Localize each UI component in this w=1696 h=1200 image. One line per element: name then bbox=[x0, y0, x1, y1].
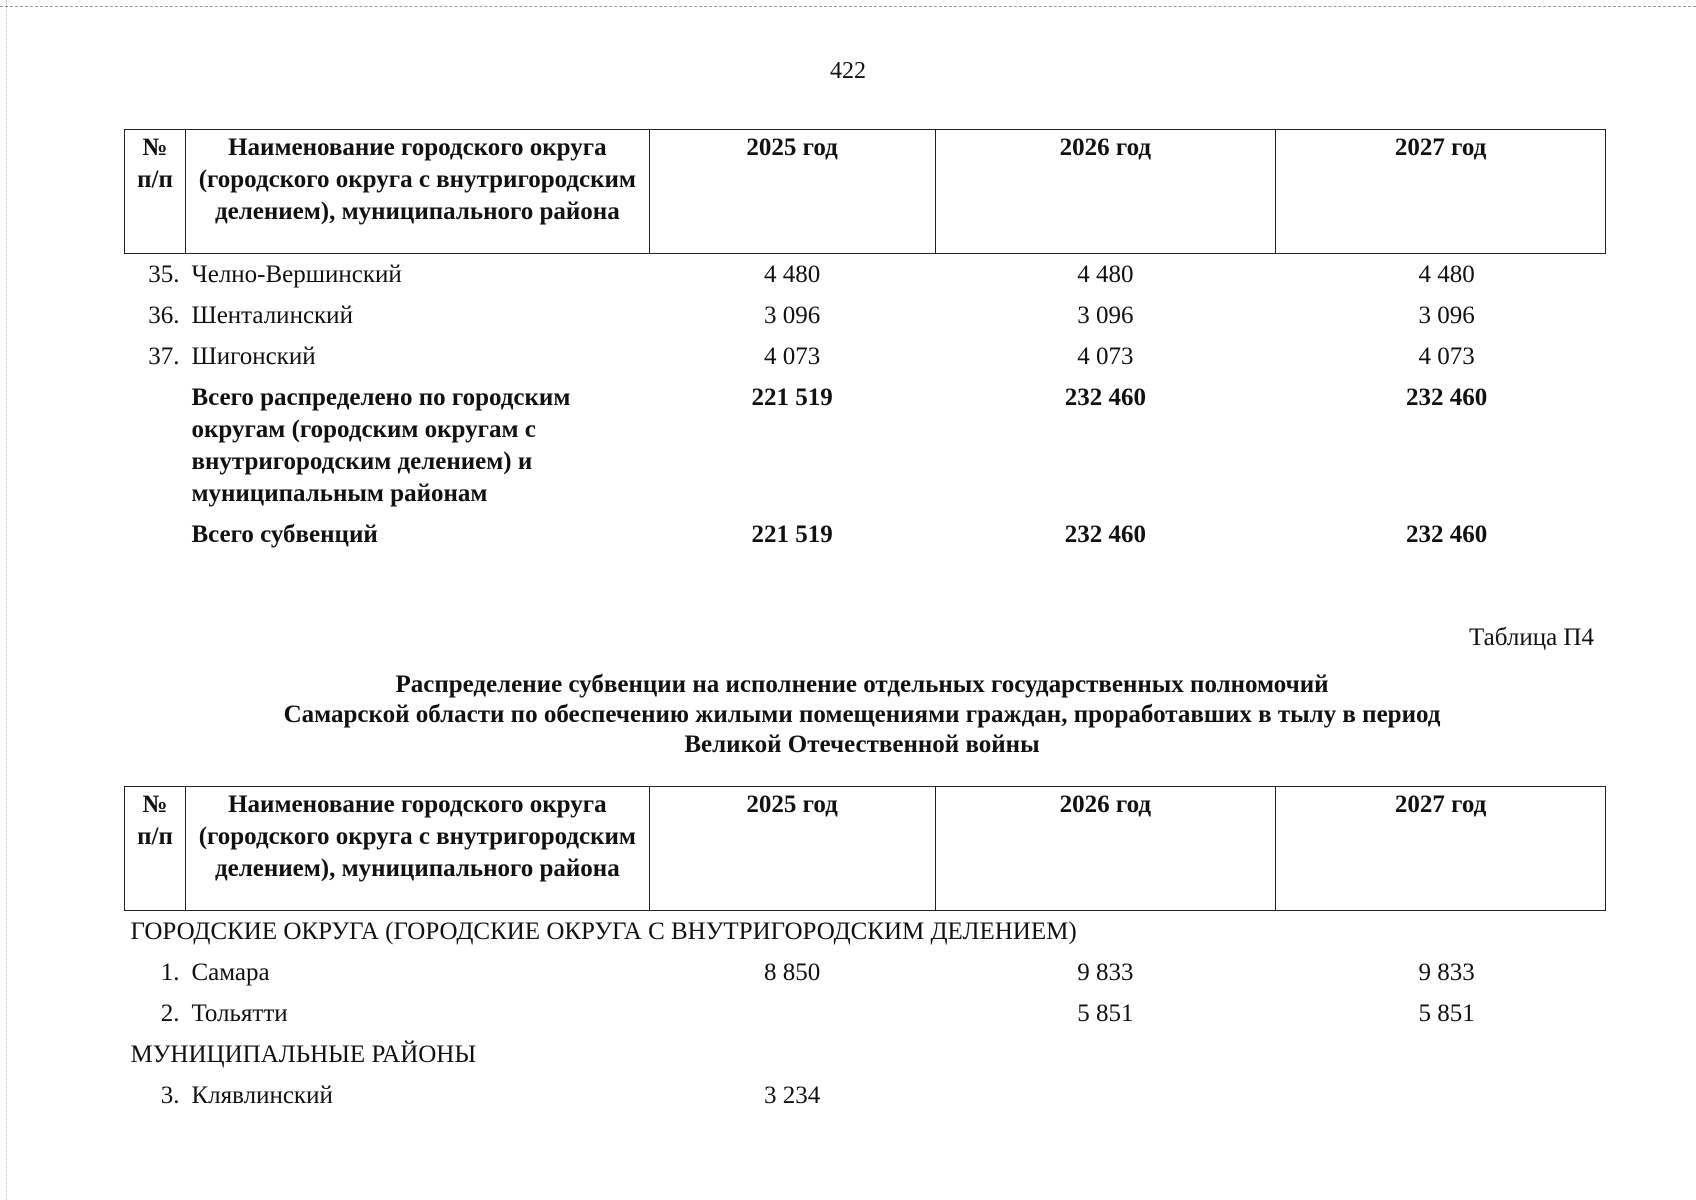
value-2027: 3 096 bbox=[1418, 302, 1475, 329]
table-row bbox=[125, 295, 1606, 336]
title-line: Великой Отечественной войны bbox=[684, 731, 1040, 758]
row-name: Клявлинский bbox=[191, 1082, 333, 1109]
value-2025 bbox=[649, 993, 935, 1034]
header-num: № п/п bbox=[125, 130, 186, 254]
scan-edge-top bbox=[0, 6, 1696, 7]
table-row bbox=[125, 952, 1606, 993]
value-2026: 4 073 bbox=[1077, 343, 1134, 370]
row-num bbox=[125, 514, 186, 555]
section-municipal: МУНИЦИПАЛЬНЫЕ РАЙОНЫ bbox=[130, 1041, 477, 1068]
top-table-header bbox=[125, 130, 1606, 254]
row-name: Самара bbox=[191, 959, 270, 986]
header-2027: 2027 год bbox=[1276, 787, 1606, 911]
header-2025: 2025 год bbox=[649, 787, 935, 911]
section-urban: ГОРОДСКИЕ ОКРУГА (ГОРОДСКИЕ ОКРУГА С ВНУТРИГОРОДСКИМ ДЕЛЕНИЕМ) bbox=[130, 918, 1077, 945]
table-row bbox=[125, 993, 1606, 1034]
value-2027 bbox=[1276, 1075, 1606, 1116]
header-2025: 2025 год bbox=[649, 130, 935, 254]
row-num: 1. bbox=[160, 959, 180, 986]
section-row bbox=[125, 911, 1606, 953]
row-name: Челно-Вершинский bbox=[191, 261, 402, 288]
table-title bbox=[0, 670, 1696, 760]
section-row bbox=[125, 1034, 1606, 1075]
value-2027: 4 480 bbox=[1418, 261, 1475, 288]
bottom-table-header bbox=[125, 787, 1606, 911]
total-subventions-2025: 221 519 bbox=[751, 521, 833, 548]
row-name: Шенталинский bbox=[191, 302, 353, 329]
title-line: Самарской области по обеспечению жилыми помещениями граждан, проработавших в тылу в период bbox=[283, 701, 1441, 728]
row-name: Тольятти bbox=[191, 1000, 288, 1027]
table-id: Таблица П4 bbox=[1469, 624, 1594, 651]
value-2027: 4 073 bbox=[1418, 343, 1475, 370]
row-num: 36. bbox=[148, 302, 180, 329]
total-subventions-2026: 232 460 bbox=[1064, 521, 1146, 548]
header-name: Наименование городского округа (городского округа с внутригородским делением), муниципального района bbox=[185, 130, 649, 254]
header-num: № п/п bbox=[125, 787, 186, 911]
value-2025: 3 096 bbox=[763, 302, 821, 329]
total-subventions-label: Всего субвенций bbox=[191, 521, 378, 548]
value-2026: 3 096 bbox=[1077, 302, 1134, 329]
scan-edge-left bbox=[6, 0, 7, 1200]
row-num: 2. bbox=[160, 1000, 180, 1027]
page-number: 422 bbox=[830, 58, 866, 84]
value-2025: 4 073 bbox=[763, 343, 821, 370]
header-2027: 2027 год bbox=[1276, 130, 1606, 254]
header-2026: 2026 год bbox=[935, 787, 1276, 911]
row-num: 35. bbox=[148, 261, 180, 288]
table-row bbox=[125, 336, 1606, 377]
header-name: Наименование городского округа (городского округа с внутригородским делением), муниципального района bbox=[185, 787, 649, 911]
row-num: 3. bbox=[160, 1082, 180, 1109]
total-distributed-row bbox=[125, 377, 1606, 514]
total-subventions-2027: 232 460 bbox=[1405, 521, 1488, 548]
value-2027: 5 851 bbox=[1418, 1000, 1475, 1027]
top-table bbox=[124, 129, 1606, 555]
value-2026: 5 851 bbox=[1077, 1000, 1134, 1027]
row-num: 37. bbox=[148, 343, 180, 370]
row-num bbox=[125, 377, 186, 514]
value-2026: 4 480 bbox=[1077, 261, 1134, 288]
bottom-table bbox=[124, 786, 1606, 1116]
value-2025: 4 480 bbox=[763, 261, 821, 288]
total-distributed-label: Всего распределено по городским округам (городским округам с внутригородским делением) и муниципальным районам bbox=[191, 384, 571, 507]
row-name: Шигонский bbox=[191, 343, 316, 370]
total-subventions-row bbox=[125, 514, 1606, 555]
table-row bbox=[125, 1075, 1606, 1116]
value-2026: 9 833 bbox=[1077, 959, 1134, 986]
total-distributed-2027: 232 460 bbox=[1405, 384, 1488, 411]
value-2025: 3 234 bbox=[763, 1082, 821, 1109]
value-2026 bbox=[935, 1075, 1276, 1116]
total-distributed-2026: 232 460 bbox=[1064, 384, 1146, 411]
header-2026: 2026 год bbox=[935, 130, 1276, 254]
total-distributed-2025: 221 519 bbox=[751, 384, 833, 411]
title-line: Распределение субвенции на исполнение отдельных государственных полномочий bbox=[395, 671, 1329, 698]
value-2025: 8 850 bbox=[763, 959, 821, 986]
table-row bbox=[125, 254, 1606, 296]
value-2027: 9 833 bbox=[1418, 959, 1475, 986]
